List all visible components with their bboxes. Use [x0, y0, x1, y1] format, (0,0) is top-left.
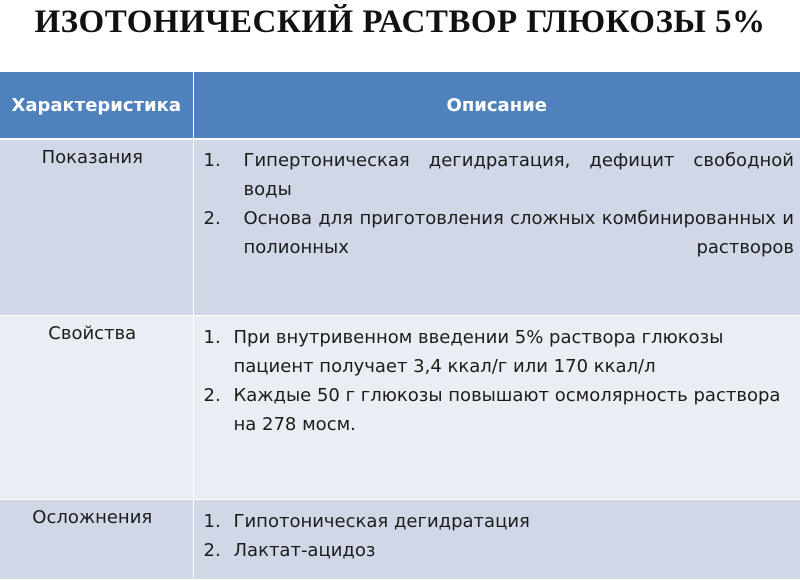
list-item: [194, 323, 795, 381]
column-header-characteristic: Характеристика: [0, 72, 193, 139]
list-number: 2.: [204, 536, 221, 565]
row-description: [193, 500, 800, 580]
list-number: 1.: [204, 507, 221, 536]
list-item: [194, 146, 795, 204]
list-item-text: При внутривенном введении 5% раствора глюкозы пациент получает 3,4 ккал/г или 170 ккал/л: [234, 327, 724, 377]
list-item-text: Основа для приготовления сложных комбинированных и полионных растворов: [244, 208, 795, 258]
column-header-description: Описание: [193, 72, 800, 139]
row-description: [193, 139, 800, 316]
list-number: 1.: [204, 146, 221, 175]
table-row: [0, 139, 800, 316]
list-number: 2.: [204, 381, 221, 410]
description-list: [194, 316, 800, 439]
list-number: 2.: [204, 204, 221, 233]
list-number: 1.: [204, 323, 221, 352]
description-list: [194, 140, 800, 262]
list-item: [194, 536, 795, 565]
table-row: [0, 500, 800, 580]
list-item-text: Каждые 50 г глюкозы повышают осмолярность раствора на 278 мосм.: [234, 385, 781, 435]
row-label: Показания: [0, 139, 193, 316]
data-table: [0, 72, 800, 580]
list-item: [194, 507, 795, 536]
list-item-text: Гипотоническая дегидратация: [234, 511, 530, 532]
row-label: Осложнения: [0, 500, 193, 580]
list-item-text: Лактат-ацидоз: [234, 540, 376, 561]
row-description: [193, 316, 800, 500]
row-label: Свойства: [0, 316, 193, 500]
page-title: ИЗОТОНИЧЕСКИЙ РАСТВОР ГЛЮКОЗЫ 5%: [0, 4, 800, 41]
description-list: [194, 500, 800, 565]
list-item-text: Гипертоническая дегидратация, дефицит свободной воды: [244, 150, 795, 200]
list-item: [194, 381, 795, 439]
table-row: [0, 316, 800, 500]
list-item: [194, 204, 795, 262]
table-header-row: [0, 72, 800, 139]
